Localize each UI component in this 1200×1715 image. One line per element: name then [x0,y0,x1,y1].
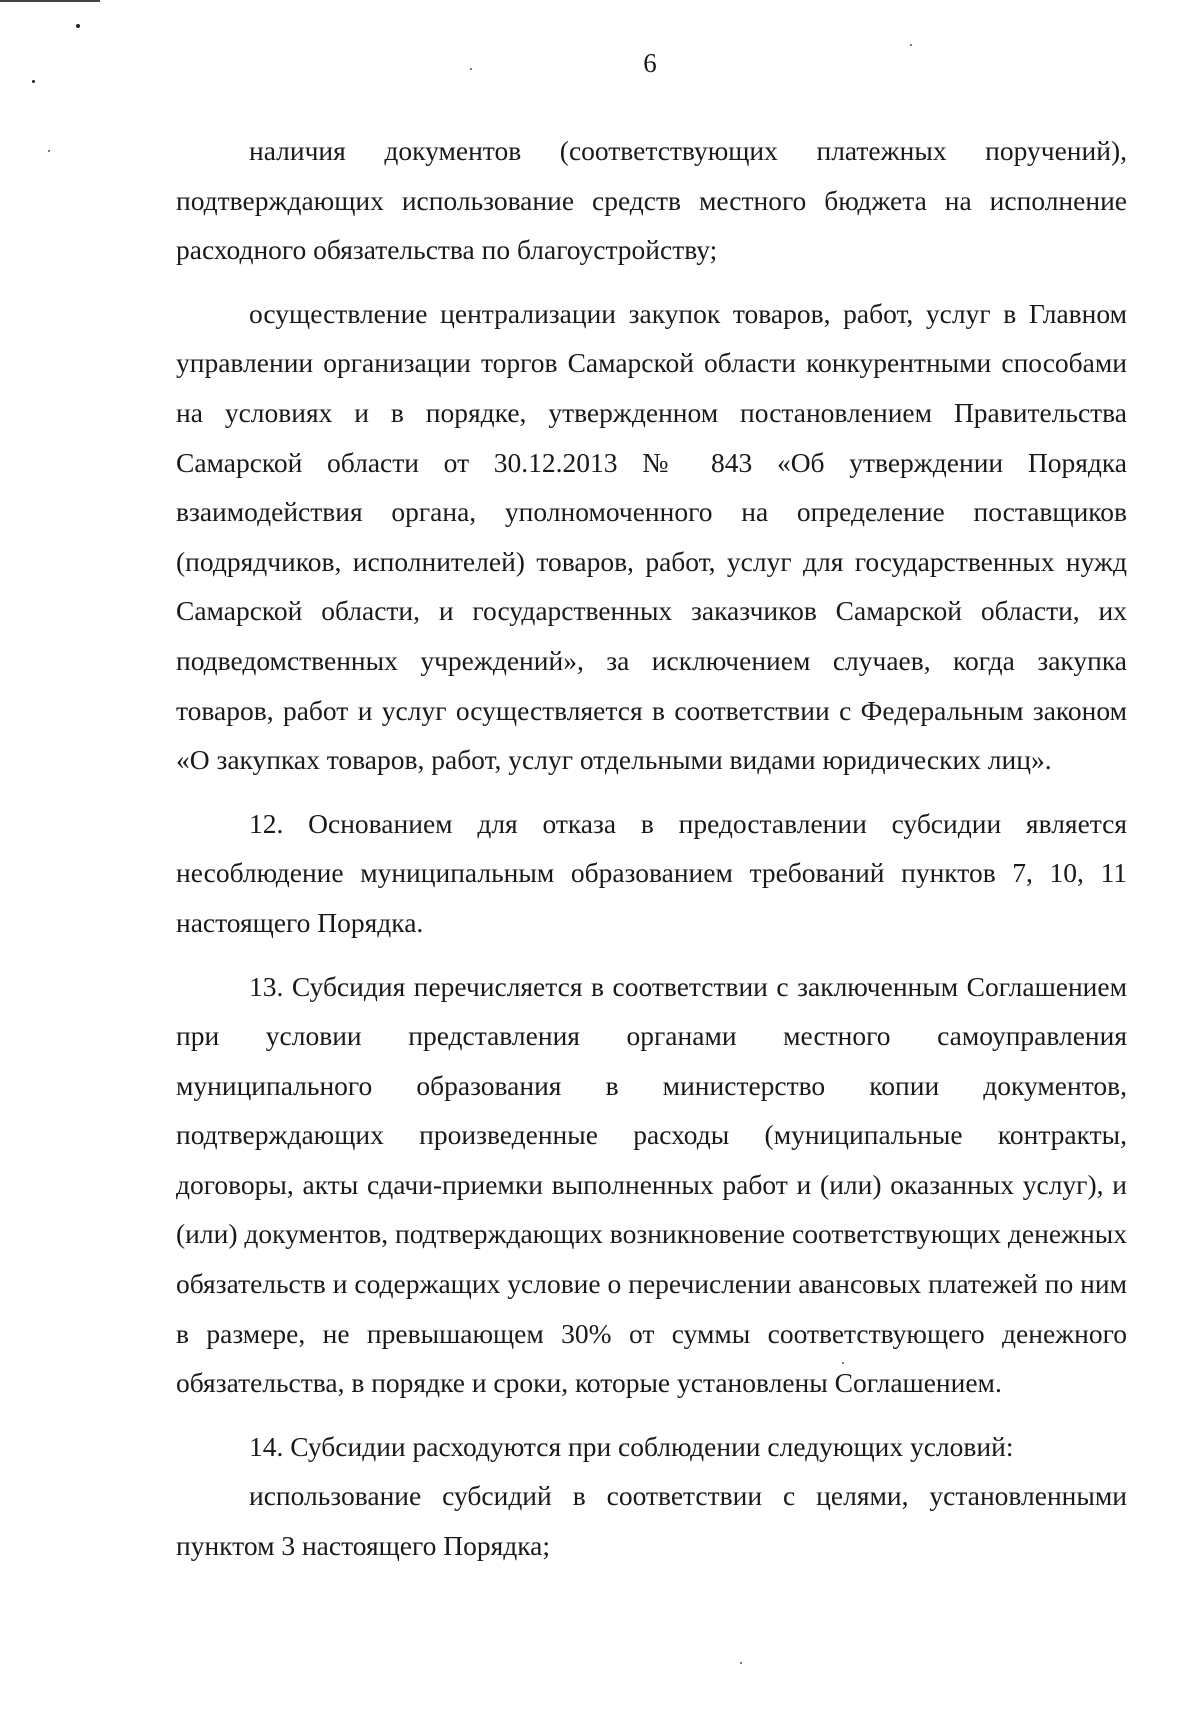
page-number: 6 [643,48,657,78]
scan-speck [910,44,912,46]
paragraph-procurement-centralization: осуществление централизации закупок товаров, работ, услуг в Главном управлении организации торгов Самарской области конкурентными способами на условиях и в порядке, утвержденном постановлением Правительства Самарской области от 30.12.2013 № 843 «Об утверждении Порядка взаимодействия органа, уполномоченного на определение поставщиков (подрядчиков, исполнителей) товаров, работ, услуг для государственных нужд Самарской области, и государственных заказчиков Самарской области, их подведомственных учреждений», за исключением случаев, когда закупка товаров, работ и услуг осуществляется в соответствии с Федеральным законом «О закупках товаров, работ, услуг отдельными видами юридических лиц». [176,297,1127,776]
scan-speck [740,1662,742,1664]
paragraph-12-refusal-grounds: 12. Основанием для отказа в предоставлении субсидии является несоблюдение муниципальным образованием требований пунктов 7, 10, 11 настоящего Порядка. [176,807,1127,938]
paragraph-subsidy-purpose: использование субсидий в соответствии с целями, установленными пунктом 3 настоящего Порядка; [176,1480,1127,1562]
scan-speck [32,80,35,83]
paragraph-payment-documents: наличия документов (соответствующих платежных поручений), подтверждающих использование средств местного бюджета на исполнение расходного обязательства по благоустройству; [176,135,1127,266]
paragraph-13-subsidy-transfer: 13. Субсидия перечисляется в соответствии с заключенным Соглашением при условии представления органами местного самоуправления муниципального образования в министерство копии документов, подтверждающих произведенные расходы (муниципальные контракты, договоры, акты сдачи-приемки выполненных работ и (или) оказанных услуг), и (или) документов, подтверждающих возникновение соответствующих денежных обязательств и содержащих условие о перечислении авансовых платежей по ним в размере, не превышающем 30% от суммы соответствующего денежного обязательства, в порядке и сроки, которые установлены Соглашением. [176,970,1127,1399]
scan-edge-line [0,0,100,2]
scan-speck [76,24,80,28]
scan-speck [48,150,50,152]
body-text [176,126,1127,1571]
paragraph-14-spending-conditions: 14. Субсидии расходуются при соблюдении следующих условий: [249,1430,1014,1462]
